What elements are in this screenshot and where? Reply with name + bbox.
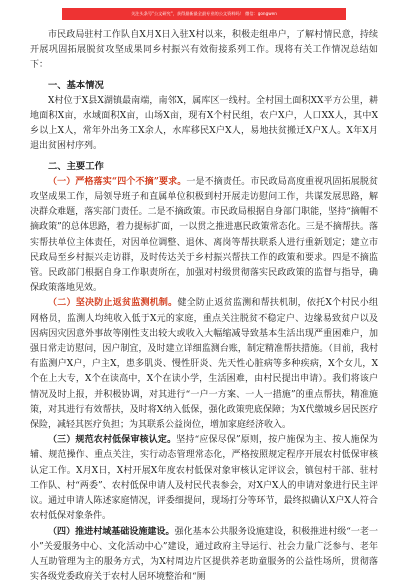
work-item-1 [30, 175, 378, 297]
top-banner[interactable]: 关注头条号"公文研究"，获得最新最全最专业的公文资料吗！ 微信：gongwen [62, 8, 346, 20]
document-body [30, 28, 378, 585]
intro-paragraph: 市民政局驻村工作队自X月X日入驻X村以来，积极走组串户，了解村情民意，持续开展巩固拓展脱贫攻坚成果同乡村振兴有效衔接系列工作。现将有关工作情况总结如下： [30, 28, 378, 74]
work-item-4-label: （四）推进村域基础设施建设。 [48, 527, 175, 537]
work-item-3-body: 坚持“应保尽保”原则，按户施保为主、按人施保为辅、规范操作、重点关注，实行动态管理常态化，严格按照规定程序开展农村低保审核认定工作。X月X日，X村开展X年度农村低保对象审核认定评议会，镇包村干部、驻村工作队、村“两委”、农村低保申请人及村民代表参会，对X户X人的申请对象进行民主评议。通过申请人陈述家庭情况，评委细提问，现场打分等环节，最终拟确认X户X人符合农村低保对象条件。 [30, 435, 378, 521]
work-item-4-body: 强化基本公共服务设施建设，积极推进村级“一老一小”关爱服务中心、文化活动中心”建设，通过政府主导运行、社会力量广泛参与、老年人互助管理为主的服务方式，为X村周边片区提供养老助童服务的公益性场所，贯彻落实各级党委政府关于农村人居环境整治和“厕 [30, 527, 378, 583]
work-item-3-label: （三）规范农村低保审核认定。 [48, 435, 176, 445]
work-item-4 [30, 525, 378, 585]
work-item-2-body: 健全防止返贫监测和帮扶机制，依托X个村民小组网格员，监测人均纯收入低于X元的家庭，重点关注脱贫不稳定户、边缘易致贫户以及因病因灾因意外事故等刚性支出较大或收入大幅缩减导致基本生活出现严重困难户，加强日常走访慰问，因户制宜，及时建立详细监测台账，制定精准帮扶措施。（目前，我村有监测户X户，户主X，患多肌炎、慢性肝炎、先天性心脏病等多种疾病，X个女儿，X个在上大专，X个在读高中，X个在读小学，生活困难，由村民提出申请）。我们将该户情况及时上报，并积极协调，对其进行“一户一方案、一人一措施”的重点帮扶，精准施策，对其进行有效帮扶，及时将X纳入低保，强化政策兜底保障；为X代缴城乡居民医疗保险，减轻其医疗负担；为其联系公益岗位，增加家庭经济收入。 [30, 298, 378, 430]
section-heading-basic: 一、基本情况 [30, 78, 378, 93]
section-heading-work: 二、主要工作 [30, 159, 378, 174]
work-item-2-label: （二）坚决防止返贫监测机制。 [48, 298, 177, 308]
basic-info-paragraph: X村位于X县X湖镇最南端，南邻X，属库区一线村。全村国土面积XX平方公里，耕地面积X亩，水域面积X亩，山场X亩，现有X个村民组，农户X户，人口XX人，其中X乡以上X人，常年外出务工X余人，水库移民X户X人，易地扶贫搬迁X户X人。X年X月退出贫困村序列。 [30, 94, 378, 155]
work-item-1-label: （一）严格落实“四个不摘”要求。 [48, 177, 186, 187]
work-item-1-body: 一是不摘责任。市民政局高度重视巩固拓展脱贫攻坚成果工作，局领导班子和直属单位积极到村开展走访慰问工作，共谋发展思路，解决群众难题，落实部门责任。二是不摘政策。市民政局根据自身部门职能，坚持“摘帽不摘政策”的总体思路，着力提标扩面，一以贯之推进惠民政策常态化。三是不摘帮扶。落实帮扶单位主体责任，对因单位调整、退休、离岗等帮扶联系人进行重新划定；建立市民政局至乡村振兴走访群，及时传达关于乡村振兴帮扶工作的政策和要求。四是不摘监管。民政部门根据自身工作职责所在，加强对村级贯彻落实民政政策的监督与指导，确保政策落地见效。 [30, 177, 378, 293]
work-item-3 [30, 433, 378, 524]
work-item-2 [30, 296, 378, 433]
